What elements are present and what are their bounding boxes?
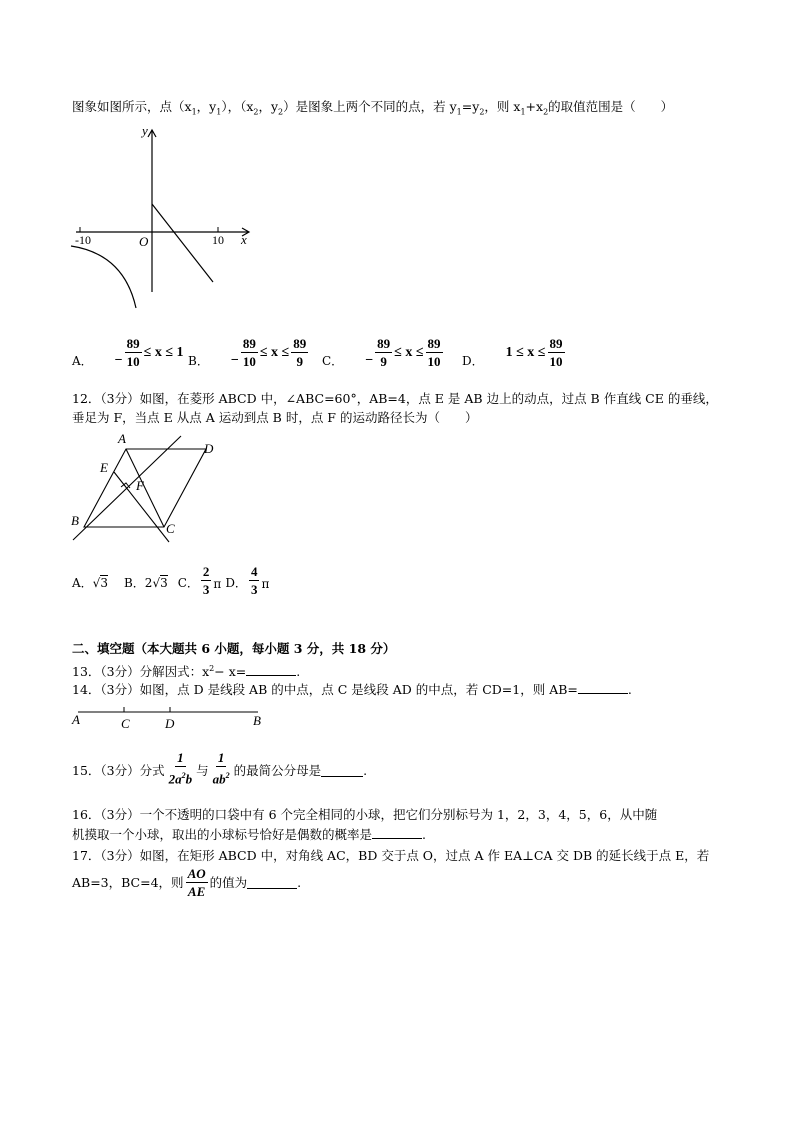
q17-fraction: $\frac{AO}{AE}$ <box>187 866 206 899</box>
q12-line1: 12．（3分）如图，在菱形 ABCD 中，∠ABC=60°，AB=4，点 E 是 AB 边上的动点，过点 B 作直线 CE 的垂线， <box>72 391 718 406</box>
q13: 13．（3分）分解因式：$x^2- x=$ . <box>72 664 301 680</box>
q17-line1: 17．（3分）如图，在矩形 ABCD 中，对角线 AC，BD 交于点 O，过点 A 作 EA⊥CA 交 DB 的延长线于点 E，若 <box>72 848 710 863</box>
q12-option-a[interactable]: A．√3 <box>72 576 108 590</box>
label-d: D <box>204 441 214 456</box>
q11-stem: 图象如图所示，点（$x_1$，$y_1$），（$x_2$，$y_2$）是图象上两个不同的点，若 $y_1=y_2$，则 $x_1+x_2$的取值范围是（ ） <box>72 99 674 117</box>
q12-options <box>72 564 269 597</box>
q13-answer-blank[interactable] <box>246 663 296 676</box>
q11-option-c[interactable]: C． − $\frac{89}{9}$ ≤ x ≤ $\frac{89}{10}$ <box>322 336 441 369</box>
q12-option-c[interactable]: C． $\frac{2}{3}$ π <box>177 564 222 597</box>
q11-option-b[interactable]: B． − $\frac{89}{10}$ ≤ x ≤ $\frac{89}{9}$ <box>188 336 307 369</box>
q16-answer-blank[interactable] <box>372 826 422 839</box>
q12-option-d[interactable]: D． $\frac{4}{3}$ π <box>225 564 270 597</box>
q17-line2: AB=3，BC=4，则 $\frac{AO}{AE}$ 的值为 . <box>72 866 302 899</box>
section2-heading: 二、填空题（本大题共 6 小题，每小题 3 分，共 18 分） <box>72 641 396 656</box>
q17-answer-blank[interactable] <box>247 876 297 889</box>
frac-b2: $\frac{89}{9}$ <box>293 336 307 369</box>
frac-a: $\frac{89}{10}$ <box>126 336 140 369</box>
q14-figure <box>66 704 276 736</box>
q15: 15．（3分）分式 $\frac{1}{2a^2b}$ 与 $\frac{1}{ab^2}$ 的最简公分母是 . <box>72 750 368 787</box>
frac-d: $\frac{89}{10}$ <box>549 336 563 369</box>
q12-option-b[interactable]: B．2√3 <box>123 576 168 590</box>
label-c: C <box>121 716 130 731</box>
hyperbola-branch <box>71 246 136 308</box>
frac-c2: $\frac{89}{10}$ <box>427 336 441 369</box>
neg-tick-label: -10 <box>75 233 91 247</box>
frac-b1: $\frac{89}{10}$ <box>242 336 256 369</box>
label-e: E <box>100 460 108 475</box>
label-f: F <box>136 478 144 493</box>
pos-tick-label: 10 <box>212 233 224 247</box>
label-a: A <box>72 712 80 727</box>
y-label: y <box>142 123 148 138</box>
q11-graph <box>66 120 266 325</box>
q15-answer-blank[interactable] <box>321 764 363 777</box>
origin-label: O <box>139 234 149 249</box>
label-d: D <box>165 716 175 731</box>
q16-line2: 机摸取一个小球，取出的小球标号恰好是偶数的概率是 . <box>72 827 426 842</box>
q12-figure <box>66 432 226 547</box>
q11-option-d[interactable]: D． 1 ≤ x ≤ $\frac{89}{10}$ <box>462 336 563 369</box>
frac-c1: $\frac{89}{9}$ <box>377 336 391 369</box>
label-a: A <box>118 432 126 446</box>
q15-fraction-1: $\frac{1}{2a^2b}$ <box>168 750 193 787</box>
q16-line1: 16．（3分）一个不透明的口袋中有 6 个完全相同的小球，把它们分别标号为 1，2，3，4，5，6，从中随 <box>72 807 658 822</box>
label-b: B <box>71 513 79 528</box>
label-b: B <box>253 713 261 728</box>
x-label: x <box>241 232 247 247</box>
q14-answer-blank[interactable] <box>578 681 628 694</box>
line-segment <box>152 204 213 282</box>
diagonal-ac <box>126 449 164 527</box>
q12-line2: 垂足为 F，当点 E 从点 A 运动到点 B 时，点 F 的运动路径长为（ ） <box>72 410 478 425</box>
q14: 14．（3分）如图，点 D 是线段 AB 的中点，点 C 是线段 AD 的中点，若 CD=1，则 AB= . <box>72 682 632 697</box>
q11-option-a[interactable]: A． − $\frac{89}{10}$ ≤ x ≤ 1 <box>72 336 184 369</box>
label-c: C <box>166 521 175 536</box>
q15-fraction-2: $\frac{1}{ab^2}$ <box>212 750 230 787</box>
